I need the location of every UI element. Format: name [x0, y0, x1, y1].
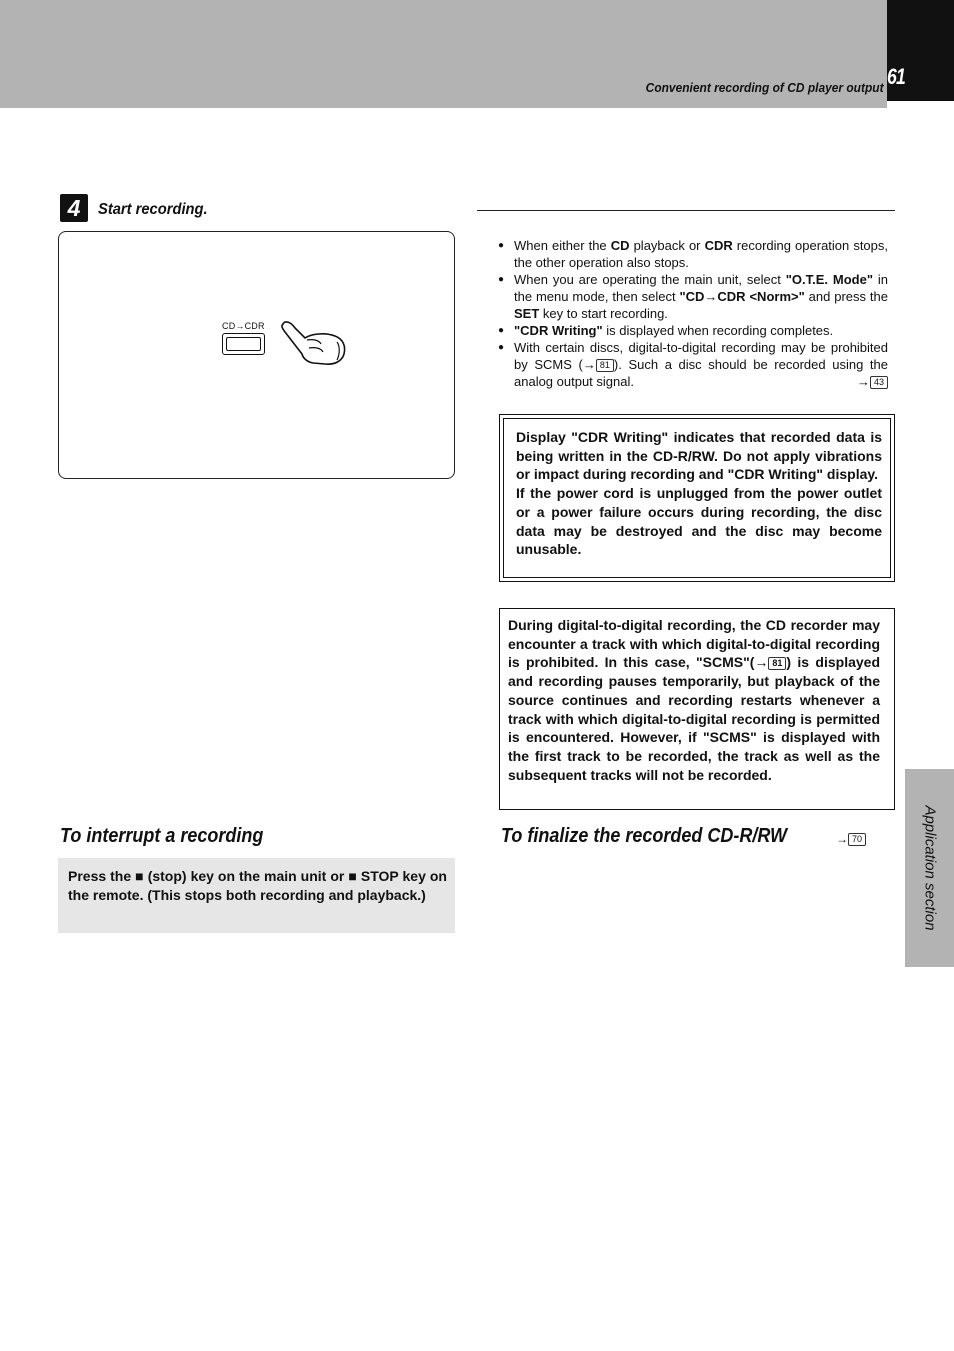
stop-icon: ■ [135, 868, 144, 884]
caution-text [503, 418, 891, 578]
section-side-tab [905, 769, 954, 967]
page-reference-icon: 81 [768, 657, 786, 670]
cd-to-cdr-key-icon [222, 333, 265, 355]
list-item: ● With certain discs, digital-to-digital recording may be prohibited by SCMS (→ 81 ). Such a disc should be recorded using the analog output signal. → 43 [498, 339, 888, 390]
pointing-hand-icon [277, 318, 349, 368]
step-number-badge: 4 [60, 194, 88, 222]
key-label: CD→CDR [222, 321, 265, 331]
finalize-page-reference [836, 832, 866, 846]
illustration-box [58, 231, 455, 479]
caution-box [499, 414, 895, 582]
page-number: 61 [887, 64, 905, 89]
scms-info-box: During digital-to-digital recording, the CD recorder may encounter a track with which digital-to-digital recording is prohibited. In this case, "SCMS"(→ 81 ) is displayed and recording pauses temporarily, but playback of the source continues and recording restarts whenever a track with which digital-to-digital recording is permitted is encountered. However, if "SCMS" is displayed with the first track to be recorded, the track as well as the subsequent tracks will not be recorded. [499, 608, 895, 810]
page-reference-icon: 81 [596, 359, 614, 372]
arrow-icon: → [836, 832, 848, 846]
list-item: ● When you are operating the main unit, select "O.T.E. Mode" in the menu mode, then select "CD→CDR <Norm>" and press the SET key to start recording. [498, 271, 888, 322]
arrow-icon: → [754, 654, 769, 671]
list-item: ● When either the CD playback or CDR recording operation stops, the other operation also stops. [498, 237, 888, 271]
step-title: Start recording. [98, 201, 208, 218]
side-tab-label: Application section [921, 805, 938, 931]
page-reference-icon: 70 [848, 833, 866, 846]
stop-icon: ■ [348, 868, 357, 884]
page-reference-icon: 43 [870, 376, 888, 389]
finalize-heading: To finalize the recorded CD-R/RW [501, 825, 788, 847]
running-header-title: Convenient recording of CD player output [646, 80, 884, 95]
arrow-icon: → [856, 374, 870, 389]
interrupt-heading: To interrupt a recording [60, 825, 264, 847]
list-item: ● "CDR Writing" is displayed when recording completes. [498, 322, 888, 339]
notes-list [498, 237, 888, 390]
arrow-icon: → [582, 357, 596, 372]
interrupt-instructions: Press the ■ (stop) key on the main unit or ■ STOP key on the remote. (This stops both recording and playback.) [58, 858, 455, 933]
page-reference-right [857, 373, 888, 390]
caution-paragraph: Display "CDR Writing" indicates that recorded data is being written in the CD-R/RW. Do not apply vibrations or impact during recording and "CDR Writing" display. [516, 429, 882, 483]
section-divider [477, 210, 895, 211]
caution-paragraph: If the power cord is unplugged from the power outlet or a power failure occurs during recording, the disc data may be destroyed and the disc may become unusable. [516, 485, 882, 558]
